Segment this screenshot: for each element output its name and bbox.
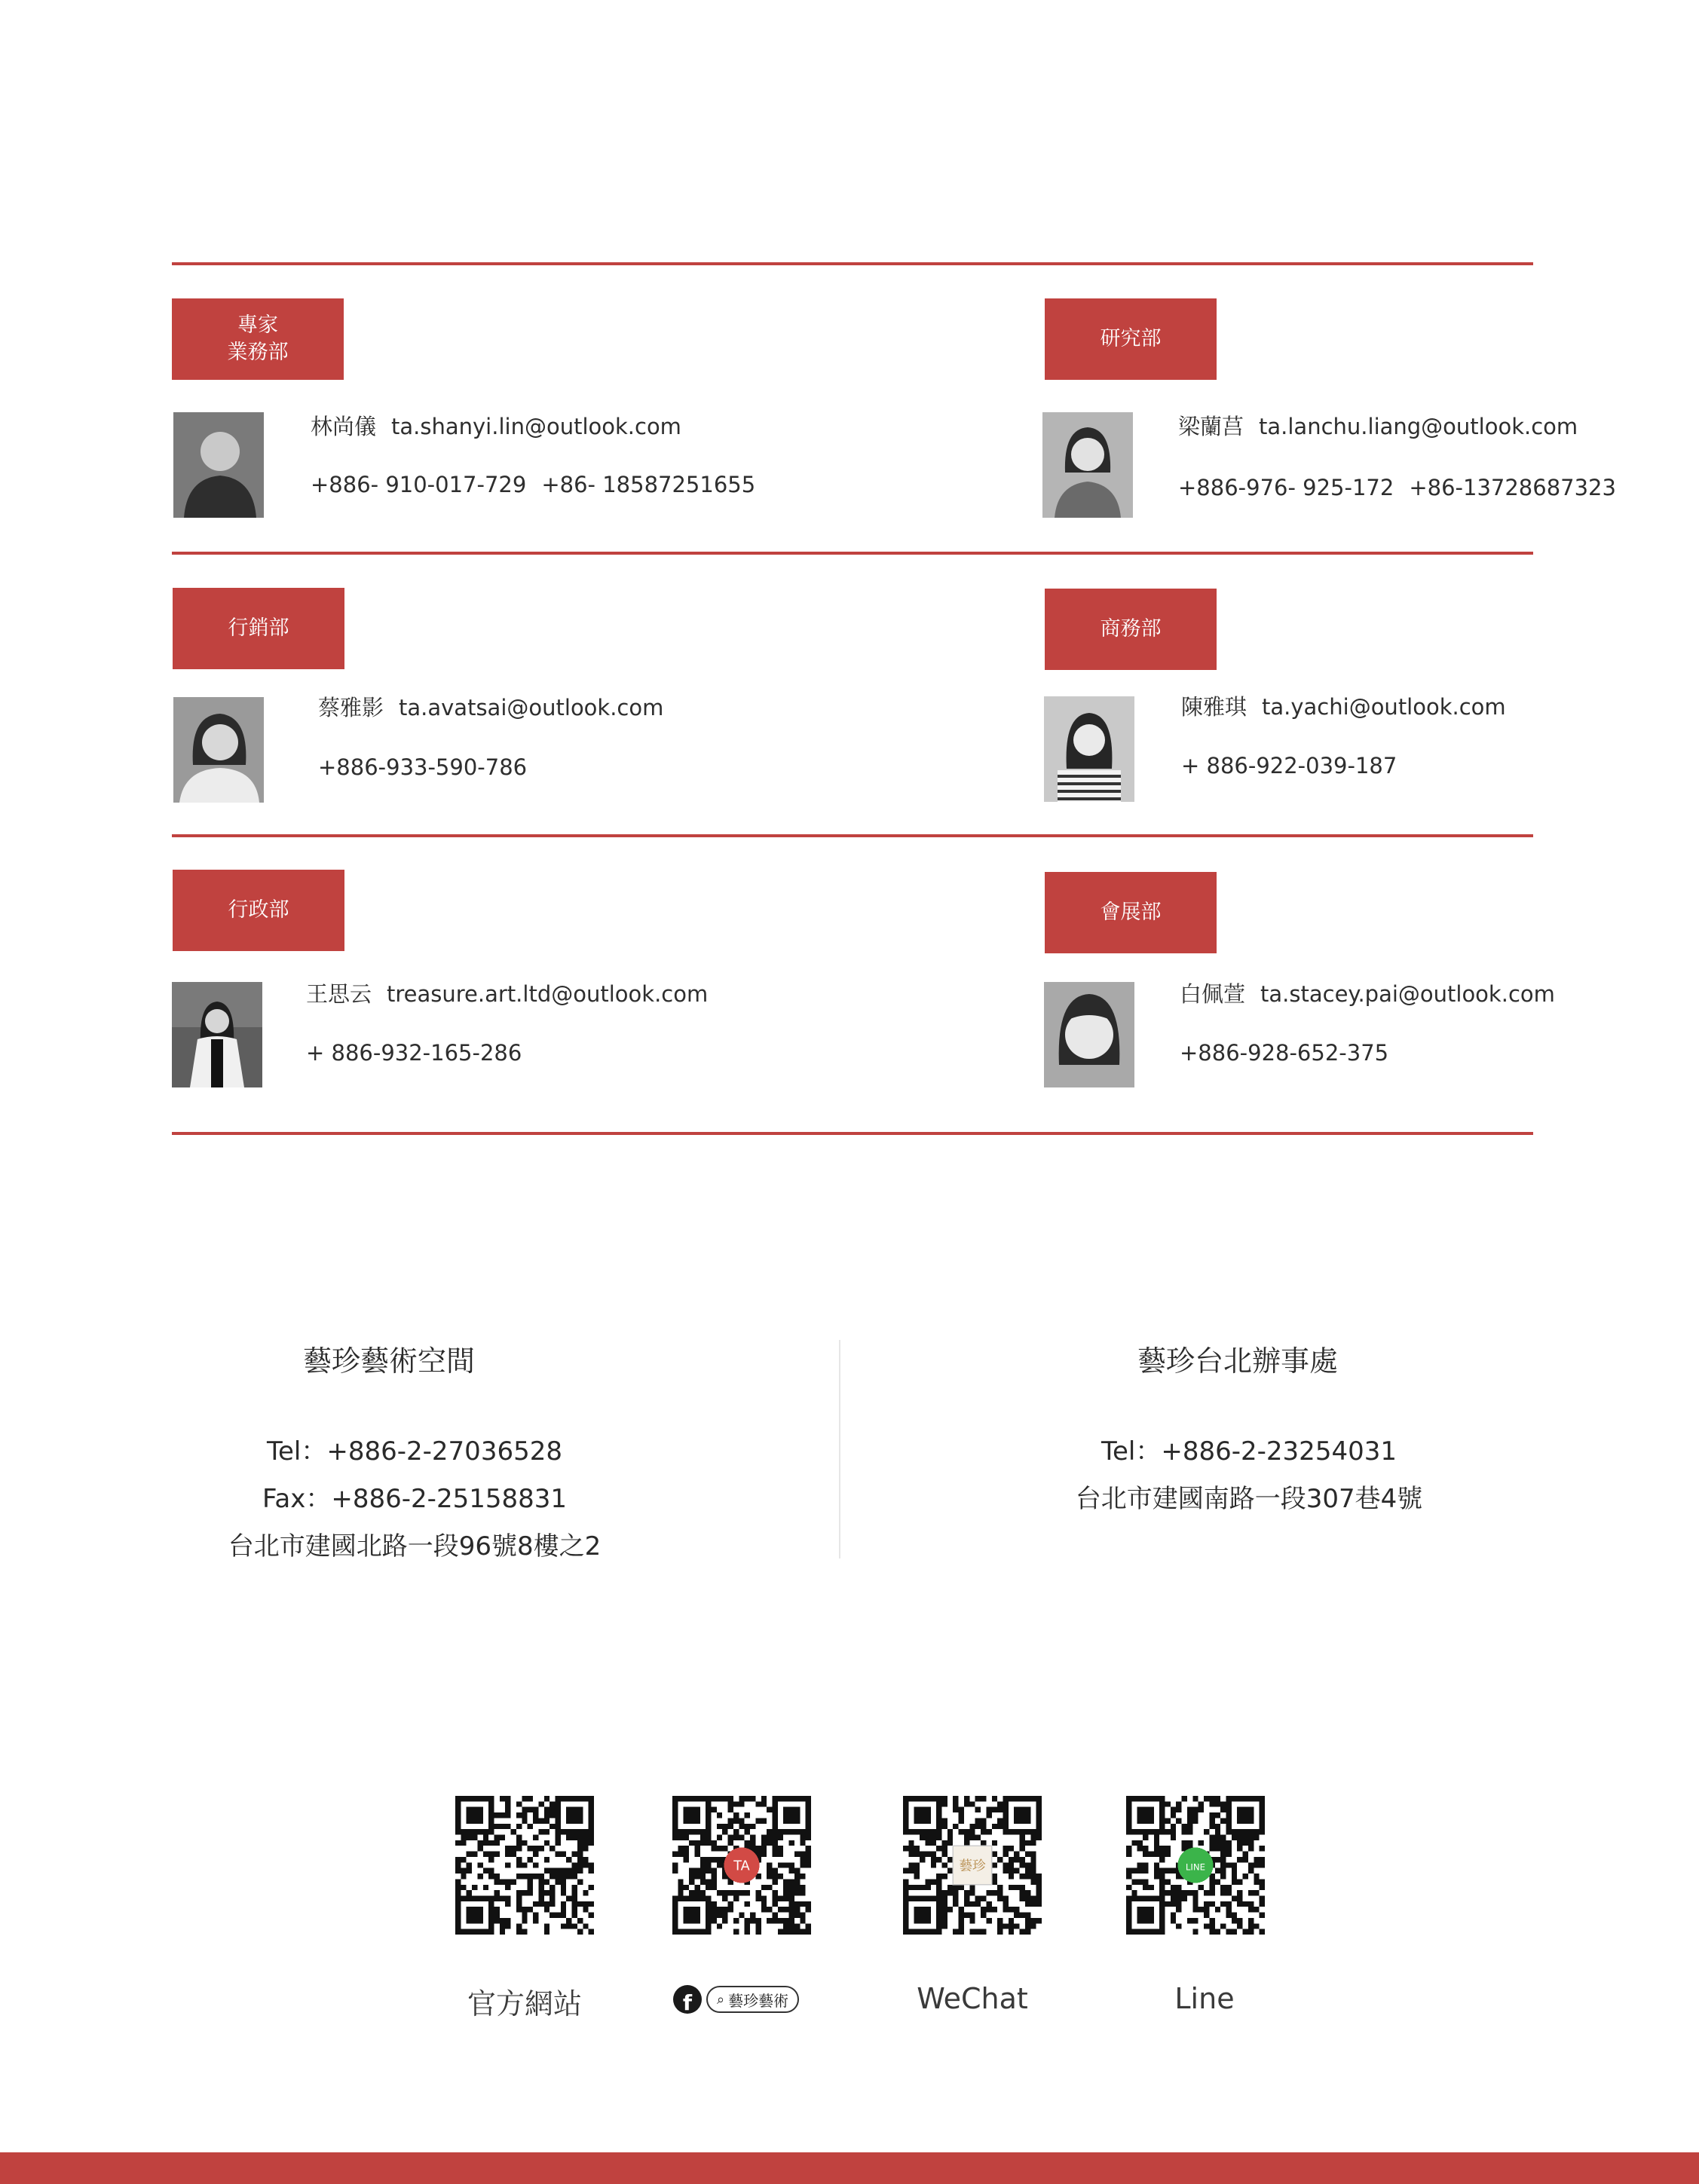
dept-label-expert-sales: 專家 業務部: [172, 298, 344, 380]
facebook-search-pill: [706, 1986, 799, 2013]
contact-name: 王思云: [306, 981, 372, 1007]
qr-code-facebook[interactable]: [672, 1796, 811, 1935]
contact-email[interactable]: ta.shanyi.lin@outlook.com: [391, 414, 681, 439]
contact-phone: +886- 910-017-729: [311, 472, 527, 497]
contact-name: 林尚儀: [311, 414, 377, 439]
contact-name: 梁蘭莒: [1178, 414, 1244, 439]
qr-code-wechat[interactable]: [903, 1796, 1042, 1935]
facebook-search-badge: [673, 1984, 799, 2014]
contact-phone: + 886-922-039-187: [1181, 753, 1397, 778]
avatar: [1044, 982, 1134, 1087]
divider-bottom: [172, 1132, 1533, 1135]
contact-phone: +886-928-652-375: [1180, 1040, 1389, 1066]
dept-label-research: 研究部: [1045, 298, 1217, 380]
contact-line-1: [1180, 977, 1555, 1008]
qr-pattern: [1126, 1796, 1265, 1935]
contact-name: 陳雅琪: [1181, 694, 1247, 720]
office-right-tel: Tel：+886-2-23254031: [1101, 1436, 1397, 1467]
contact-phone: +886-933-590-786: [318, 754, 528, 780]
contact-line-2: [306, 1040, 522, 1066]
contact-line-1: [311, 410, 681, 441]
qr-logo-text: 藝珍: [959, 1858, 986, 1874]
contact-phone: + 886-932-165-286: [306, 1040, 522, 1066]
office-left-tel: Tel：+886-2-27036528: [267, 1436, 562, 1467]
dept-label-administration: 行政部: [173, 870, 344, 951]
office-right-address: 台北市建國南路一段307巷4號: [1075, 1484, 1423, 1514]
qr-label-website: 官方網站: [467, 1987, 582, 2020]
avatar: [1044, 696, 1134, 802]
divider-row-2: [172, 834, 1533, 837]
office-divider: [839, 1340, 840, 1558]
contact-email[interactable]: ta.yachi@outlook.com: [1262, 694, 1506, 720]
dept-label-business: 商務部: [1045, 589, 1217, 670]
qr-logo-text: LINE: [1185, 1861, 1206, 1873]
contact-phone-2: +86- 18587251655: [541, 472, 756, 497]
contact-line-2: [1178, 475, 1616, 500]
qr-code-line[interactable]: [1126, 1796, 1265, 1935]
qr-code-website[interactable]: [455, 1796, 594, 1935]
avatar: [172, 982, 262, 1087]
dept-label-exhibition: 會展部: [1045, 872, 1217, 953]
contact-email[interactable]: ta.avatsai@outlook.com: [399, 695, 664, 720]
contact-line-2: [318, 754, 527, 780]
avatar: [1042, 412, 1133, 518]
office-left-title: 藝珍藝術空間: [303, 1344, 476, 1378]
contact-line-1: [318, 691, 663, 722]
divider-top: [172, 262, 1533, 265]
contact-name: 白佩萱: [1180, 981, 1246, 1007]
contact-name: 蔡雅影: [318, 695, 384, 720]
facebook-page-name: 藝珍藝術: [728, 1991, 789, 2010]
avatar: [173, 697, 264, 803]
qr-label-wechat: WeChat: [917, 1982, 1028, 2015]
contact-line-2: [1180, 1040, 1388, 1066]
contact-line-1: [1178, 410, 1578, 441]
facebook-icon: f: [673, 1985, 702, 2014]
dept-label-marketing: 行銷部: [173, 588, 344, 669]
contact-line-1: [306, 977, 708, 1008]
qr-logo-text: TA: [733, 1858, 750, 1874]
office-right-title: 藝珍台北辦事處: [1137, 1344, 1339, 1378]
search-icon: ⌕: [717, 1991, 725, 2008]
contact-email[interactable]: ta.stacey.pai@outlook.com: [1260, 981, 1555, 1007]
contact-email[interactable]: treasure.art.ltd@outlook.com: [387, 981, 709, 1007]
qr-label-line: Line: [1174, 1982, 1235, 2015]
office-left-fax: Fax：+886-2-25158831: [262, 1484, 567, 1514]
footer-bar: [0, 2152, 1699, 2184]
qr-pattern: [672, 1796, 811, 1935]
contact-line-2: [311, 472, 755, 497]
qr-pattern: [455, 1796, 594, 1935]
qr-pattern: [903, 1796, 1042, 1935]
contact-phone: +886-976- 925-172: [1178, 475, 1394, 500]
contact-line-1: [1181, 690, 1506, 721]
divider-row-1: [172, 552, 1533, 555]
avatar: [173, 412, 264, 518]
office-left-address: 台北市建國北路一段96號8樓之2: [228, 1531, 602, 1562]
contact-email[interactable]: ta.lanchu.liang@outlook.com: [1259, 414, 1578, 439]
contact-phone-2: +86-13728687323: [1409, 475, 1616, 500]
contact-line-2: [1181, 753, 1397, 778]
